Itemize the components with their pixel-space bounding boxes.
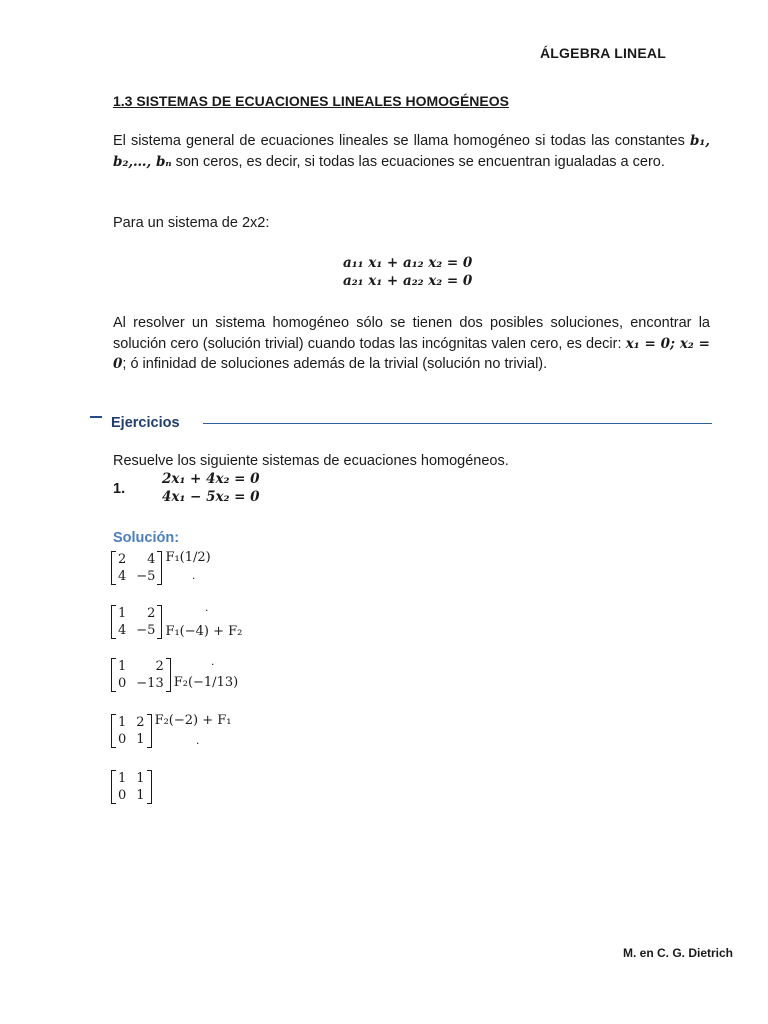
intro-paragraph bbox=[113, 131, 710, 172]
matrix-cell: 1 bbox=[118, 606, 127, 621]
exercises-rule bbox=[203, 423, 712, 424]
matrix-cell: 0 bbox=[118, 732, 127, 747]
matrix-cell: 1 bbox=[118, 715, 127, 730]
matrix-cell: 1 bbox=[118, 771, 127, 786]
section-title: 1.3 SISTEMAS DE ECUACIONES LINEALES HOMOGÉNEOS bbox=[113, 93, 509, 109]
matrix-cell: 2 bbox=[118, 552, 127, 567]
dot-mark: . bbox=[211, 654, 215, 668]
matrix-cell: 2 bbox=[136, 715, 145, 730]
solutions-paragraph bbox=[113, 313, 710, 375]
matrix bbox=[111, 714, 152, 748]
dot-mark: . bbox=[192, 568, 196, 582]
intro-text-after: son ceros, es decir, si todas las ecuaciones se encuentran igualadas a cero. bbox=[175, 153, 665, 170]
solutions-text-after: ; ó infinidad de soluciones además de la trivial (solución no trivial). bbox=[122, 356, 548, 372]
solution-step-1 bbox=[111, 551, 211, 585]
footer-author: M. en C. G. Dietrich bbox=[623, 946, 734, 960]
matrix-cell: 4 bbox=[147, 552, 156, 567]
matrix-cell: 1 bbox=[136, 732, 145, 747]
exercise-equation-2: 4x₁ − 5x₂ = 0 bbox=[162, 489, 260, 505]
solution-step-5 bbox=[111, 770, 152, 804]
matrix-cell: 1 bbox=[118, 659, 127, 674]
dot-mark: . bbox=[205, 600, 209, 614]
general-system bbox=[343, 254, 472, 290]
matrix bbox=[111, 770, 152, 804]
matrix-cell: 1 bbox=[136, 788, 145, 803]
exercises-title: Ejercicios bbox=[111, 415, 180, 431]
system-label: Para un sistema de 2x2: bbox=[113, 215, 270, 231]
matrix-cell: 2 bbox=[155, 659, 164, 674]
row-operation: F₂(−2) + F₁ bbox=[154, 713, 232, 728]
matrix-cell: 2 bbox=[147, 606, 156, 621]
solution-title: Solución: bbox=[113, 530, 180, 546]
general-equation-1: a₁₁ x₁ + a₁₂ x₂ = 0 bbox=[343, 255, 473, 271]
matrix-cell: 0 bbox=[118, 676, 127, 691]
matrix-cell: 0 bbox=[118, 788, 127, 803]
intro-text-before: El sistema general de ecuaciones lineales se llama homogéneo si todas las constantes bbox=[113, 133, 685, 149]
matrix bbox=[111, 605, 162, 639]
solution-step-3 bbox=[111, 658, 238, 692]
matrix-cell: 1 bbox=[136, 771, 145, 786]
solution-step-4 bbox=[111, 714, 232, 748]
constants-expression: b₁, b₂,…, bₙ bbox=[113, 133, 710, 170]
trivial-solution: x₁ = 0; x₂ = 0 bbox=[113, 335, 710, 372]
general-equation-2: a₂₁ x₁ + a₂₂ x₂ = 0 bbox=[343, 273, 473, 289]
exercise-number: 1. bbox=[113, 481, 126, 497]
dot-mark: . bbox=[196, 733, 200, 747]
matrix-cell: −5 bbox=[136, 623, 156, 638]
exercise-instruction: Resuelve los siguiente sistemas de ecuaciones homogéneos. bbox=[113, 453, 509, 469]
matrix-cell: 4 bbox=[118, 623, 127, 638]
exercise-system bbox=[162, 470, 260, 506]
row-operation: F₂(−1/13) bbox=[173, 675, 239, 690]
matrix-cell: −13 bbox=[136, 676, 164, 691]
exercise-equation-1: 2x₁ + 4x₂ = 0 bbox=[162, 471, 260, 487]
matrix-cell: −5 bbox=[136, 569, 156, 584]
matrix-cell: 4 bbox=[118, 569, 127, 584]
course-header: ÁLGEBRA LINEAL bbox=[540, 45, 666, 61]
row-operation: F₁(−4) + F₂ bbox=[165, 624, 243, 639]
exercises-dash bbox=[90, 416, 102, 418]
matrix bbox=[111, 551, 162, 585]
matrix bbox=[111, 658, 171, 692]
solutions-text-before: Al resolver un sistema homogéneo sólo se tienen dos posibles soluciones, encontrar la solución cero (solución trivial) cuando todas las incógnitas valen cero, es decir: bbox=[113, 315, 710, 352]
solution-step-2 bbox=[111, 605, 242, 639]
row-operation: F₁(1/2) bbox=[165, 550, 211, 565]
